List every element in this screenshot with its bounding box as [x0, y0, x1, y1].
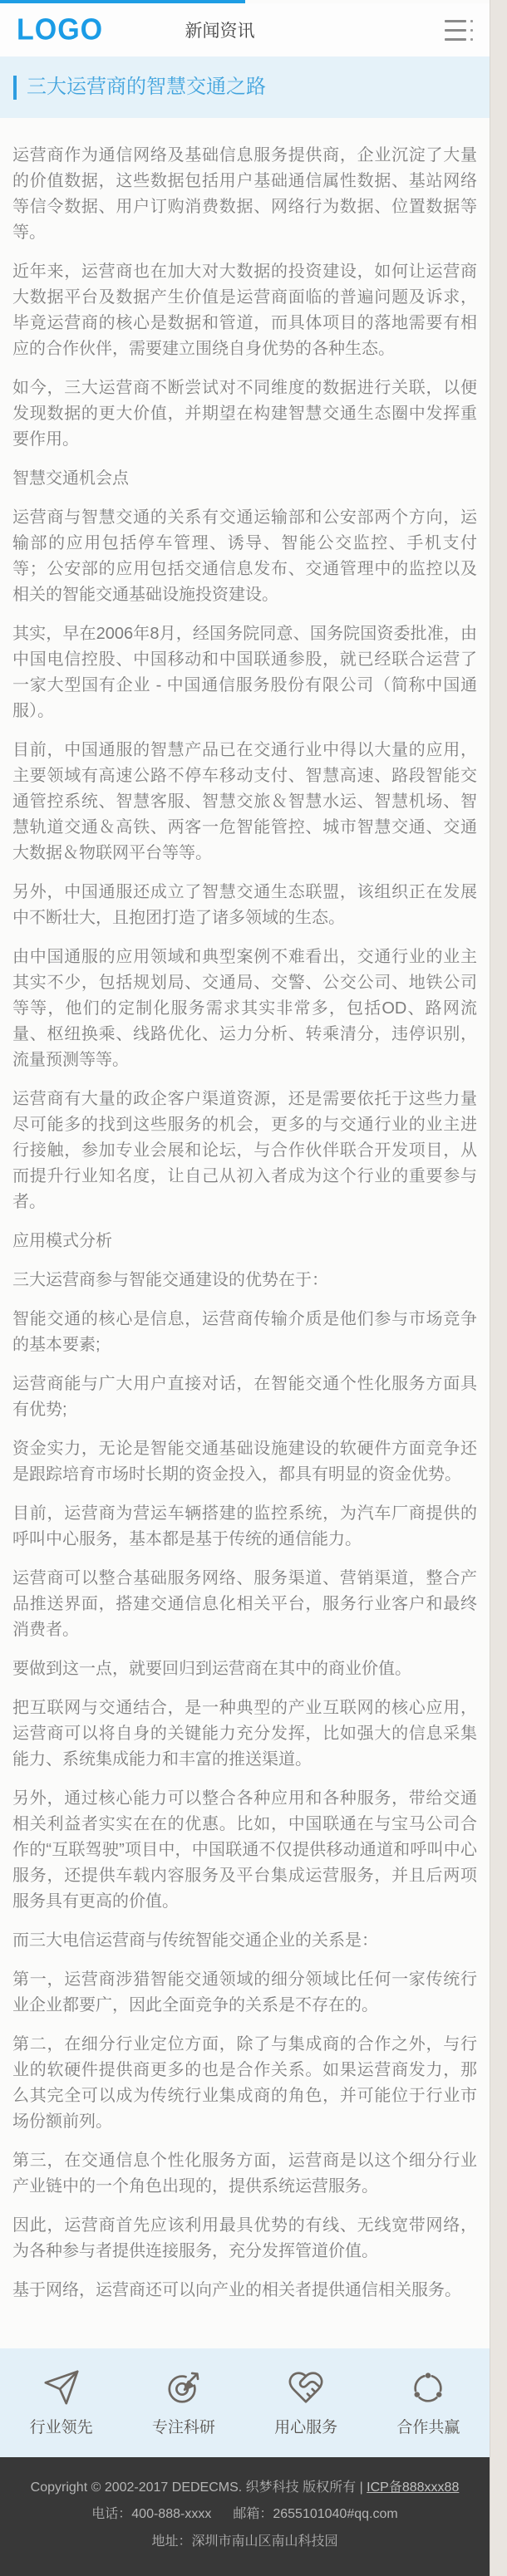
- article-title-band: [0, 56, 490, 118]
- hamburger-menu-icon: [445, 38, 473, 41]
- copyright-line: [10, 2479, 480, 2497]
- menu-button[interactable]: [445, 17, 473, 44]
- feature-item-caring-service[interactable]: [245, 2368, 367, 2437]
- article-paragraph: 把互联网与交通结合，是一种典型的产业互联网的核心应用，运营商可以将自身的关键能力充分发挥，比如强大的信息采集能力、系统集成能力和丰富的推送渠道。: [12, 1698, 477, 1769]
- feature-item-research-focus[interactable]: [122, 2368, 244, 2437]
- article-paragraph: 第二，在细分行业定位方面，除了与集成商的合作之外，与行业的软硬件提供商更多的也是合作关系。如果运营商发力，那么其完全可以成为传统行业集成商的角色，并可能位于行业市场份额前列。: [12, 2034, 477, 2131]
- article-paragraph: 应用模式分析: [12, 1231, 112, 1250]
- article-paragraph: 而三大电信运营商与传统智能交通企业的关系是：: [12, 1931, 378, 1950]
- hamburger-menu-icon: [445, 20, 473, 22]
- article-paragraph: 运营商与智慧交通的关系有交通运输部和公安部两个方向，运输部的应用包括停车管理、诱导、智能公交监控、手机支付等；公安部的应用包括交通信息发布、交通管理中的监控以及相关的智能交通基础设施投资建设。: [12, 508, 477, 604]
- article-paragraph: 因此，运营商首先应该利用最具优势的有线、无线宽带网络，为各种参与者提供连接服务，充分发挥管道价值。: [12, 2215, 477, 2260]
- article-paragraph: 智慧交通机会点: [12, 469, 129, 488]
- feature-item-win-win-cooperation[interactable]: [367, 2368, 490, 2437]
- contact-line: [10, 2505, 480, 2524]
- article-paragraph: 近年来，运营商也在加大对大数据的投资建设，如何让运营商大数据平台及数据产生价值是运营商面临的普遍问题及诉求，毕竟运营商的核心是数据和管道，而具体项目的落地需要有相应的合作伙伴，需要建立围绕自身优势的各种生态。: [12, 262, 477, 358]
- site-footer: [0, 2457, 490, 2576]
- article-paragraph: 基于网络，运营商还可以向产业的相关者提供通信相关服务。: [12, 2280, 461, 2299]
- icp-link[interactable]: ICP备888xxx88: [367, 2480, 460, 2495]
- article-paragraph: 智能交通的核心是信息，运营商传输介质是他们参与市场竞争的基本要素;: [12, 1309, 477, 1354]
- hamburger-menu-icon: [445, 29, 473, 32]
- target-dart-icon: [165, 2368, 203, 2407]
- heart-handshake-icon: [287, 2368, 325, 2407]
- feature-item-industry-leading[interactable]: [0, 2368, 122, 2437]
- article-paragraph: 三大运营商参与智能交通建设的优势在于：: [12, 1270, 328, 1289]
- article-body: [0, 118, 490, 2348]
- article-paragraph: 运营商有大量的政企客户渠道资源，还是需要依托于这些力量尽可能多的找到这些服务的机会，更多的与交通行业的业主进行接触，参加专业会展和论坛，与合作伙伴联合开发项目，从而提升行业知名度，让自己从初入者成为这个行业的重要参与者。: [12, 1089, 477, 1211]
- article-paragraph: 目前，中国通服的智慧产品已在交通行业中得以大量的应用，主要领域有高速公路不停车移动支付、智慧高速、路段智能交通管控系统、智慧客服、智慧交旅＆智慧水运、智慧机场、智慧轨道交通＆高铁、两客一危智能管控、城市智慧交通、交通大数据＆物联网平台等等。: [12, 740, 477, 862]
- article-paragraph: 另外，通过核心能力可以整合各种应用和各种服务，带给交通相关利益者实实在在的优惠。比如，中国联通在与宝马公司合作的“互联驾驶”项目中，中国联通不仅提供移动通道和呼叫中心服务，还提供车载内容服务及平台集成运营服务，并且后两项服务具有更高的价值。: [12, 1788, 477, 1911]
- article-paragraph: 第三，在交通信息个性化服务方面，运营商是以这个细分行业产业链中的一个角色出现的，提供系统运营服务。: [12, 2151, 477, 2196]
- article-paragraph: 运营商可以整合基础服务网络、服务渠道、营销渠道，整合产品推送界面，搭建交通信息化相关平台，服务行业客户和最终消费者。: [12, 1568, 477, 1639]
- article-paragraph: 要做到这一点，就要回归到运营商在其中的商业价值。: [12, 1659, 411, 1678]
- site-header: [0, 3, 490, 56]
- site-logo[interactable]: LOGO: [17, 12, 104, 47]
- article-paragraph: 目前，运营商为营运车辆搭建的监控系统，为汽车厂商提供的呼叫中心服务，基本都是基于传统的通信能力。: [12, 1504, 477, 1548]
- share-network-icon: [409, 2368, 447, 2407]
- feature-label: 专注科研: [151, 2418, 215, 2436]
- article-paragraph: 其实，早在2006年8月，经国务院同意、国务院国资委批准，由中国电信控股、中国移动和中国联通参股，就已经联合运营了一家大型国有企业 - 中国通信服务股份有限公司（简称中国通服）。: [12, 624, 477, 720]
- feature-label: 用心服务: [274, 2418, 338, 2436]
- article-paragraph: 如今，三大运营商不断尝试对不同维度的数据进行关联，以便发现数据的更大价值，并期望在构建智慧交通生态圈中发挥重要作用。: [12, 378, 477, 449]
- page-title: 新闻资讯: [185, 22, 255, 41]
- article-paragraph: 第一，运营商涉猎智能交通领域的细分领域比任何一家传统行业企业都要广，因此全面竞争的关系是不存在的。: [12, 1970, 477, 2014]
- email-text: 邮箱：2655101040#qq.com: [233, 2507, 398, 2522]
- address-text: 地址：深圳市南山区南山科技园: [151, 2534, 338, 2549]
- feature-label: 行业领先: [29, 2418, 93, 2436]
- article-paragraph: 运营商作为通信网络及基础信息服务提供商，企业沉淀了大量的价值数据，这些数据包括用户基础通信属性数据、基站网络等信令数据、用户订购消费数据、网络行为数据、位置数据等等。: [12, 145, 477, 242]
- feature-label: 合作共赢: [396, 2418, 460, 2436]
- article-title: 三大运营商的智慧交通之路: [13, 76, 476, 100]
- copyright-text: Copyright © 2002-2017 DEDECMS. 织梦科技 版权所有 |: [30, 2480, 367, 2495]
- article-paragraph: 由中国通服的应用领域和典型案例不难看出，交通行业的业主其实不少，包括规划局、交通局、交警、公交公司、地铁公司等等，他们的定制化服务需求其实非常多，包括OD、路网流量、枢纽换乘、线路优化、运力分析、转乘清分，违停识别，流量预测等等。: [12, 947, 477, 1069]
- phone-text: 电话：400-888-xxxx: [91, 2507, 212, 2522]
- features-strip: [0, 2348, 490, 2457]
- article-paragraph: 资金实力，无论是智能交通基础设施建设的软硬件方面竞争还是跟踪培育市场时长期的资金投入，都具有明显的资金优势。: [12, 1439, 477, 1484]
- address-line: [10, 2533, 480, 2551]
- article-paragraph: 另外，中国通服还成立了智慧交通生态联盟，该组织正在发展中不断壮大，且抱团打造了诸多领域的生态。: [12, 882, 477, 927]
- paper-plane-icon: [42, 2368, 81, 2407]
- article-paragraph: 运营商能与广大用户直接对话，在智能交通个性化服务方面具有优势;: [12, 1374, 477, 1419]
